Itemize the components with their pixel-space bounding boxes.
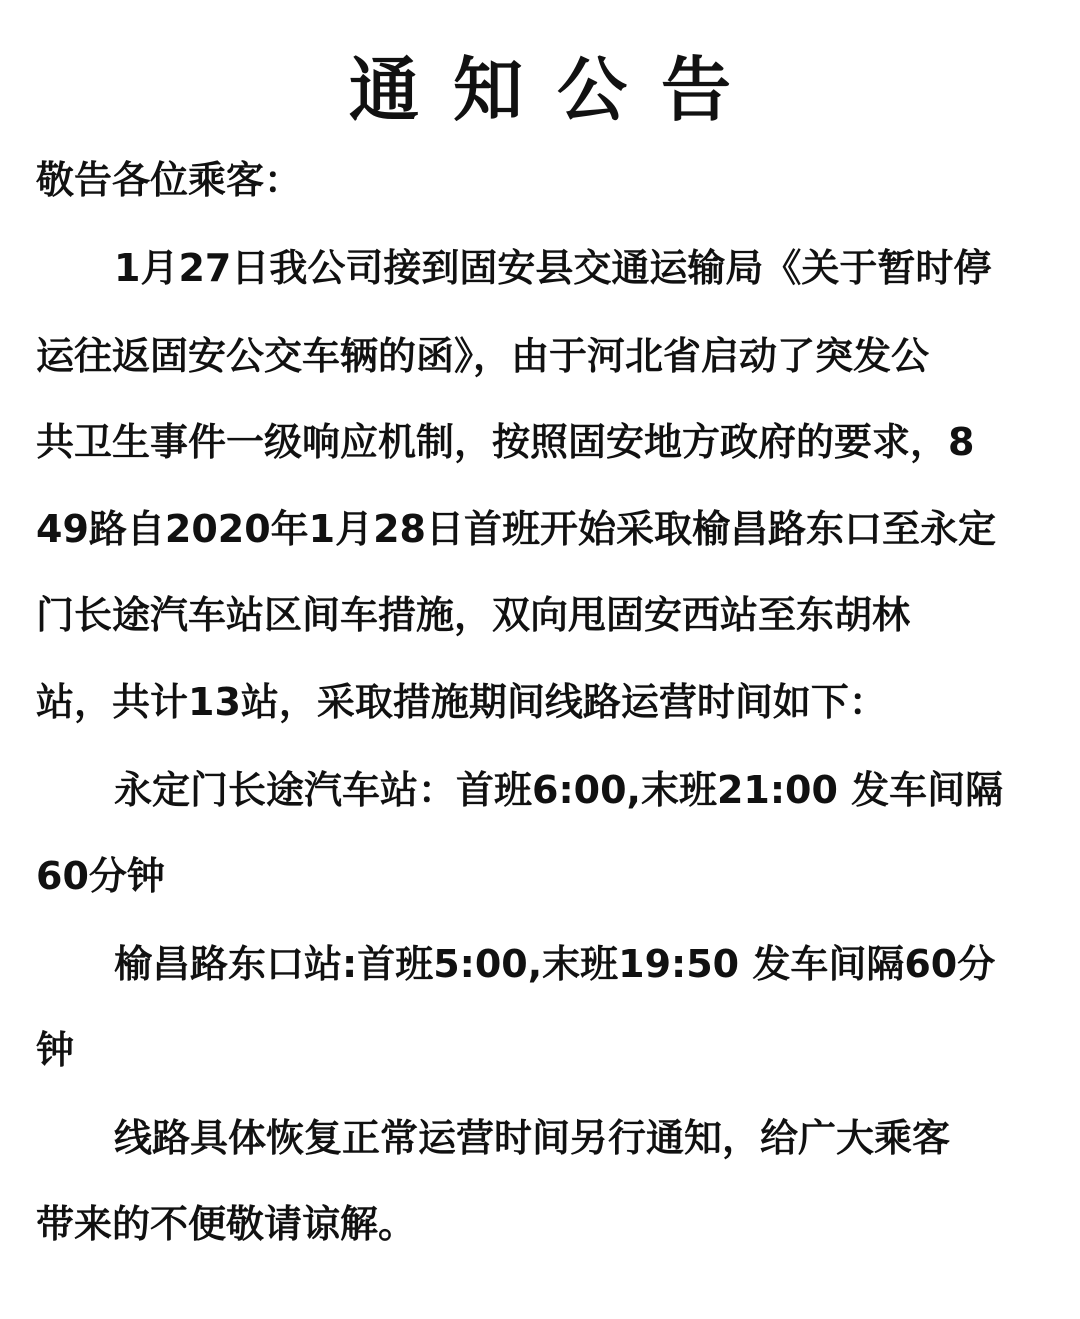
notice-line: 门长途汽车站区间车措施，双向甩固安西站至东胡林 [36, 593, 911, 637]
notice-line: 1月27日我公司接到固安县交通运输局《关于暂时停 [114, 246, 992, 290]
notice-line: 运往返固安公交车辆的函》，由于河北省启动了突发公 [36, 334, 930, 378]
notice-line: 钟 [36, 1028, 75, 1072]
notice-line: 带来的不便敬请谅解。 [36, 1202, 417, 1246]
notice-title: 通知公告 [349, 49, 765, 131]
notice-greeting: 敬告各位乘客： [36, 158, 303, 202]
notice-line: 共卫生事件一级响应机制，按照固安地方政府的要求，8 [36, 420, 975, 464]
notice-line: 线路具体恢复正常运营时间另行通知，给广大乘客 [114, 1116, 951, 1160]
notice-line: 站，共计13站，采取措施期间线路运营时间如下： [36, 680, 887, 724]
notice-line: 榆昌路东口站:首班5:00,末班19:50 发车间隔60分 [114, 942, 996, 986]
notice-line: 60分钟 [36, 854, 165, 898]
notice-line: 永定门长途汽车站：首班6:00,末班21:00 发车间隔 [114, 768, 1004, 812]
notice-line: 49路自2020年1月28日首班开始采取榆昌路东口至永定 [36, 507, 996, 551]
